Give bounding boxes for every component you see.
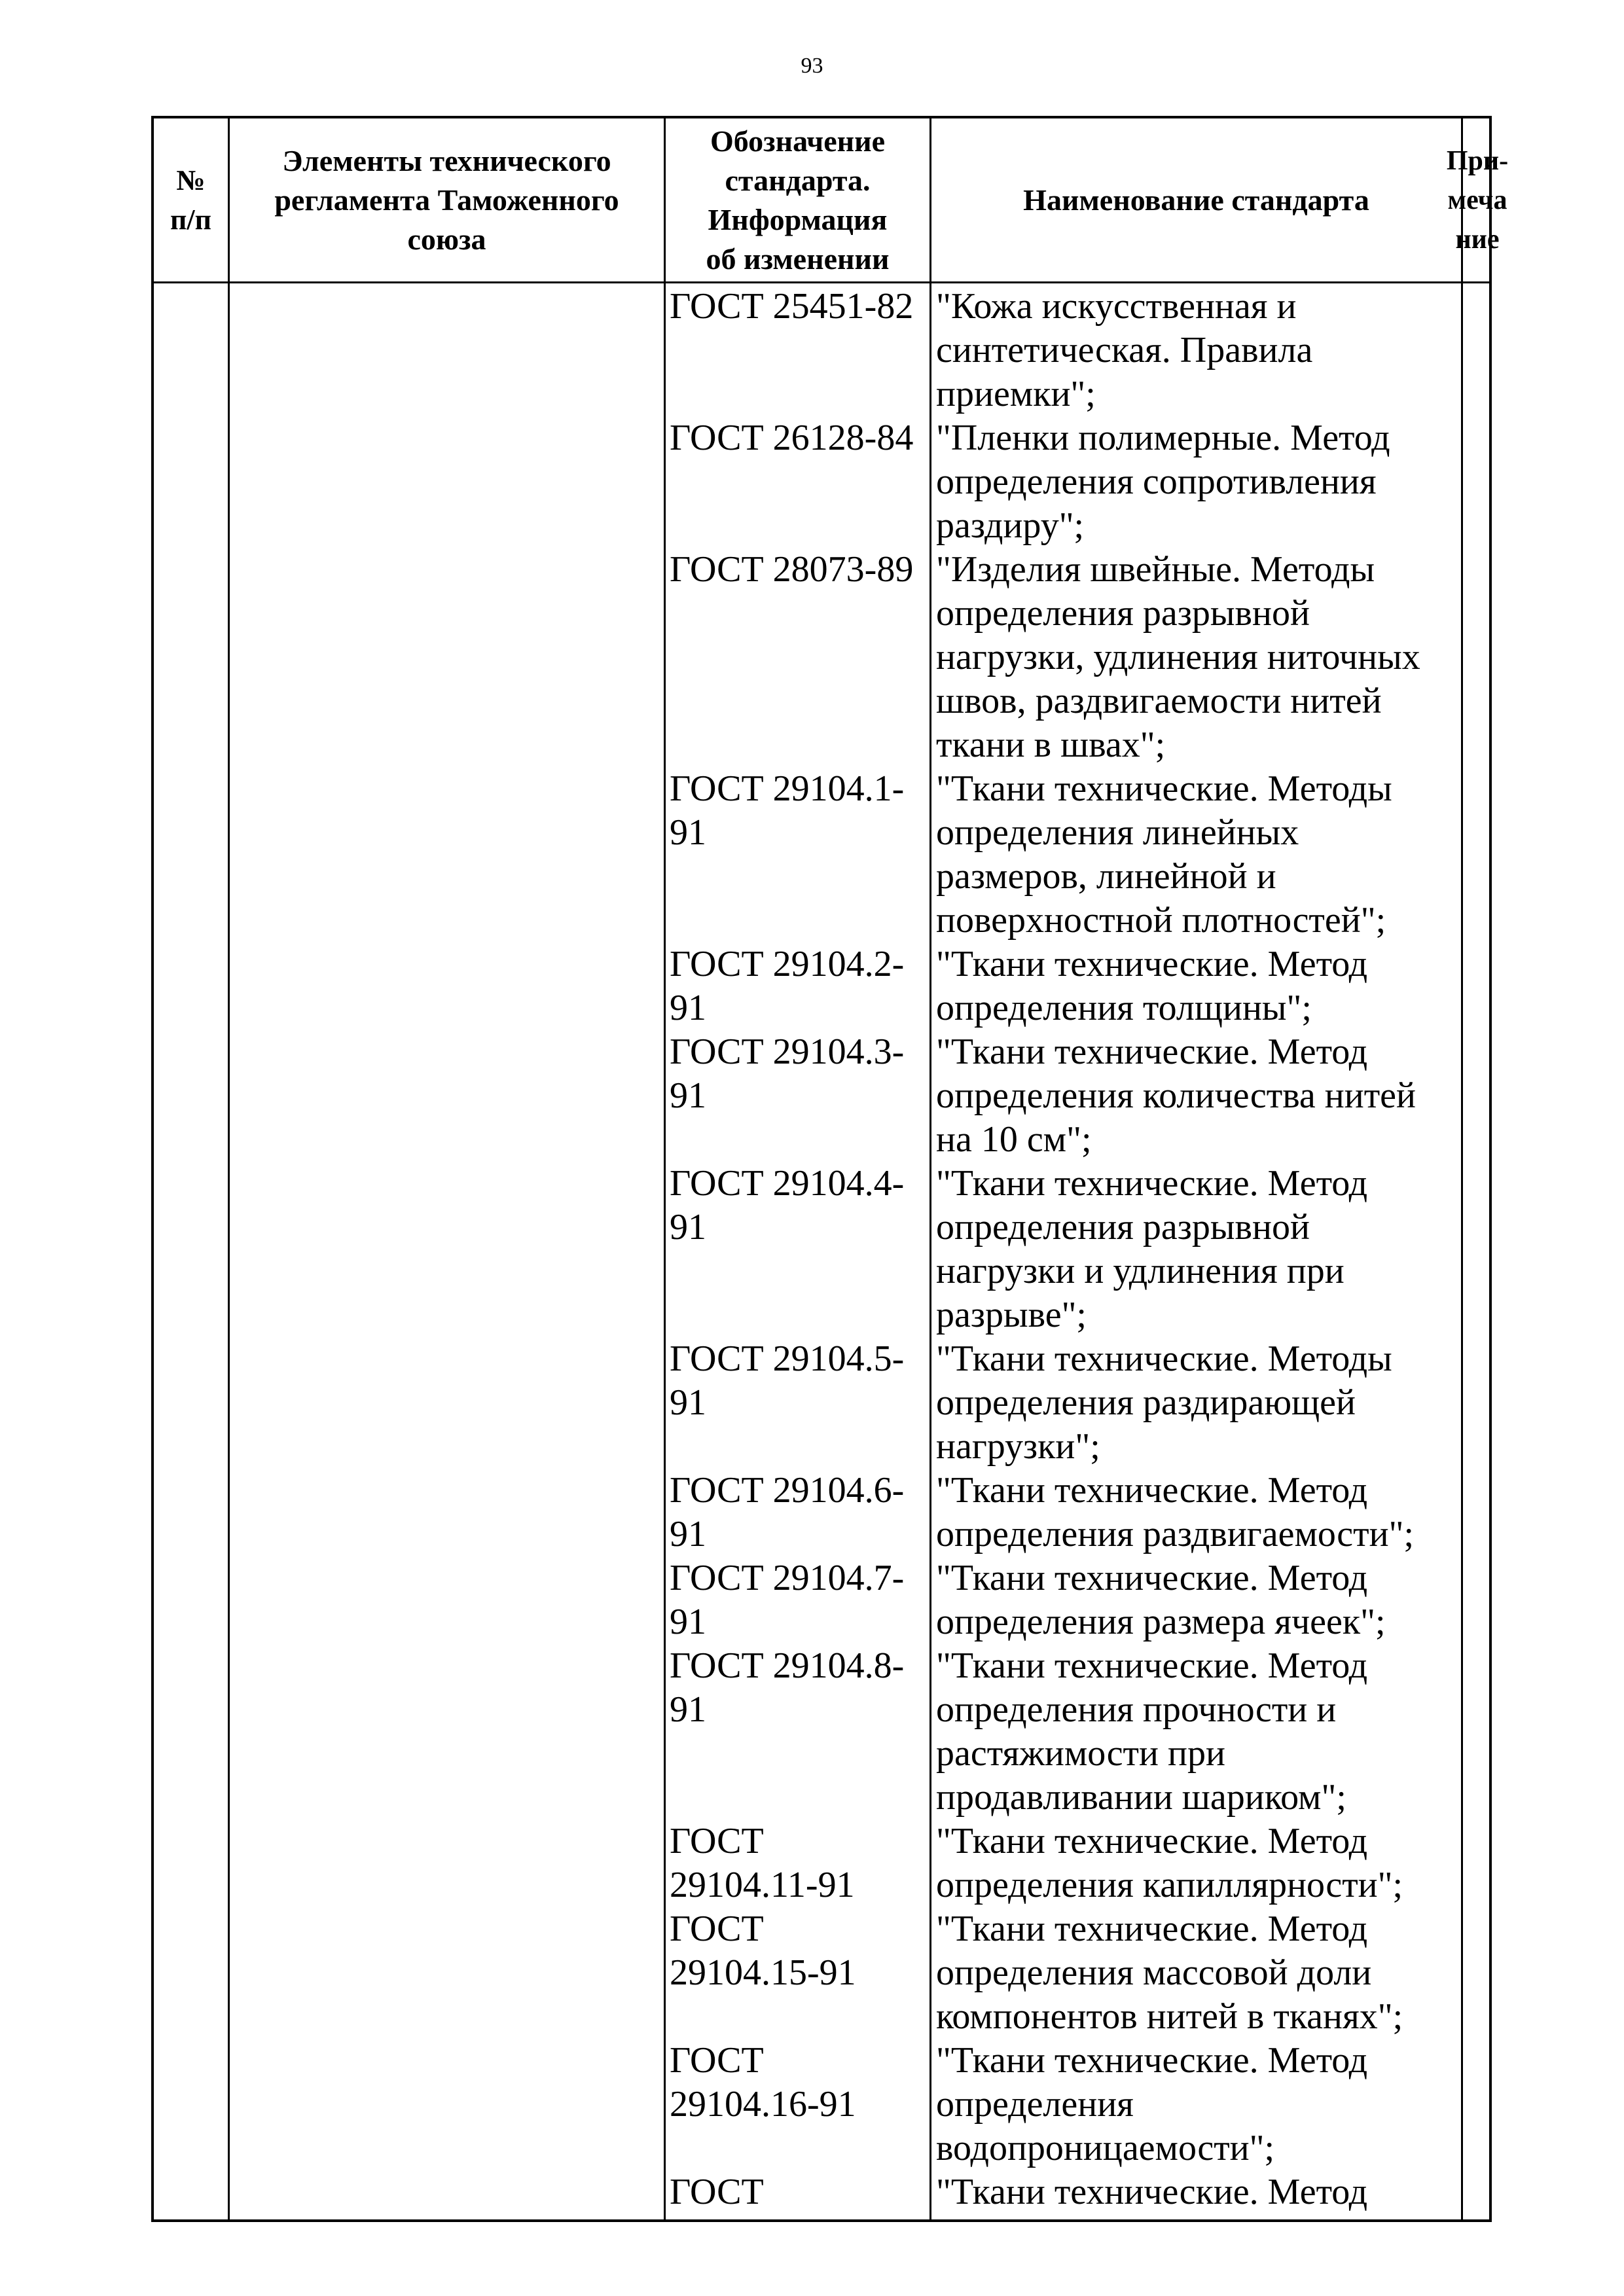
- header-elements-line: союза: [407, 222, 486, 256]
- standard-name: [932, 1469, 1462, 1556]
- standard-name: [932, 548, 1462, 767]
- header-num: [154, 118, 228, 281]
- header-elements-line: регламента Таможенного: [274, 183, 619, 217]
- standard-code-line: ГОСТ 29104.6-: [670, 1470, 905, 1511]
- standard-code: [666, 2170, 928, 2214]
- standard-code-line: 91: [670, 812, 706, 853]
- standard-name-line: "Ткани технические. Метод: [936, 1470, 1368, 1511]
- header-note-line: ние: [1455, 224, 1500, 255]
- standard-code-line: 91: [670, 1207, 706, 1247]
- standard-code: [666, 548, 928, 592]
- standard-code: [666, 1556, 928, 1644]
- standard-name-line: водопроницаемости";: [936, 2128, 1275, 2168]
- standard-code-line: 29104.15-91: [670, 1952, 856, 1993]
- header-note: [1446, 118, 1509, 281]
- standard-code-line: 29104.11-91: [670, 1865, 855, 1905]
- header-designation-line: Обозначение: [710, 124, 886, 158]
- header-name: [931, 118, 1461, 281]
- standard-name-line: определения количества нитей: [936, 1075, 1416, 1116]
- standard-name-line: синтетическая. Правила: [936, 330, 1313, 370]
- standard-name: [932, 942, 1462, 1030]
- standard-name-line: "Ткани технические. Метод: [936, 1909, 1368, 1949]
- standard-code-line: ГОСТ 26128-84: [670, 418, 914, 458]
- standard-code: [666, 942, 928, 1030]
- standard-name-line: "Кожа искусственная и: [936, 286, 1297, 327]
- standard-name-line: определения раздирающей: [936, 1382, 1356, 1423]
- standard-name: [932, 1820, 1462, 1907]
- standard-name-line: "Ткани технические. Методы: [936, 1338, 1392, 1379]
- standard-name: [932, 2039, 1462, 2170]
- standard-code-line: ГОСТ: [670, 1909, 764, 1949]
- standard-code-line: ГОСТ 29104.3-: [670, 1031, 905, 1072]
- standard-name-line: определения линейных: [936, 812, 1299, 853]
- header-note-line: меча: [1447, 185, 1507, 215]
- standard-name-line: приемки";: [936, 374, 1096, 414]
- standard-code: [666, 1030, 928, 1118]
- standard-code: [666, 1907, 928, 1995]
- standard-name-line: швов, раздвигаемости нитей: [936, 681, 1382, 721]
- header-divider: [154, 281, 1489, 283]
- header-num-line: №: [176, 164, 206, 196]
- header-name-line: Наименование стандарта: [1023, 183, 1369, 217]
- standard-name-line: размеров, линейной и: [936, 856, 1276, 897]
- standard-name-line: определения раздвигаемости";: [936, 1514, 1415, 1554]
- standard-name-line: "Ткани технические. Метод: [936, 2040, 1368, 2081]
- standard-name-line: нагрузки и удлинения при: [936, 1251, 1344, 1291]
- standard-code-line: 29104.16-91: [670, 2084, 856, 2125]
- standard-name-line: "Ткани технические. Метод: [936, 1163, 1368, 1204]
- standard-code-line: ГОСТ 29104.2-: [670, 944, 905, 984]
- standard-name-line: "Ткани технические. Метод: [936, 1821, 1368, 1861]
- standard-code-line: 91: [670, 1602, 706, 1642]
- standard-name-line: "Ткани технические. Метод: [936, 1558, 1368, 1598]
- standard-name-line: определения размера ячеек";: [936, 1602, 1386, 1642]
- standard-code: [666, 416, 928, 460]
- standard-code: [666, 1820, 928, 1907]
- standard-name-line: определения толщины";: [936, 988, 1312, 1028]
- standard-code-line: ГОСТ 29104.4-: [670, 1163, 905, 1204]
- standard-name-line: разрыве";: [936, 1295, 1087, 1335]
- header-designation-line: Информация: [708, 202, 888, 236]
- standard-name-line: "Ткани технические. Метод: [936, 944, 1368, 984]
- standard-name-line: определения сопротивления: [936, 461, 1377, 502]
- standard-name-line: определения: [936, 2084, 1134, 2125]
- standard-name: [932, 1644, 1462, 1820]
- standard-name: [932, 1337, 1462, 1469]
- standard-code: [666, 1162, 928, 1249]
- standard-code: [666, 1469, 928, 1556]
- standard-name-line: определения прочности и: [936, 1689, 1337, 1730]
- header-designation-line: об изменении: [706, 242, 890, 276]
- column-divider: [228, 118, 230, 2219]
- header-elements: [230, 118, 664, 281]
- standard-name-line: определения разрывной: [936, 593, 1310, 634]
- standard-code-line: 91: [670, 1075, 706, 1116]
- standard-code-line: ГОСТ 28073-89: [670, 549, 914, 590]
- column-divider: [929, 118, 931, 2219]
- standard-name-line: "Изделия швейные. Методы: [936, 549, 1375, 590]
- standard-name: [932, 416, 1462, 548]
- standard-code-line: ГОСТ 29104.1-: [670, 768, 905, 809]
- header-designation: [666, 118, 929, 281]
- standard-code: [666, 2039, 928, 2126]
- standard-code-line: ГОСТ: [670, 2172, 764, 2212]
- standard-code-line: 91: [670, 988, 706, 1028]
- standard-name: [932, 1162, 1462, 1337]
- standard-code-line: ГОСТ 29104.7-: [670, 1558, 905, 1598]
- standard-name-line: продавливании шариком";: [936, 1777, 1346, 1818]
- standard-code-line: 91: [670, 1514, 706, 1554]
- standard-code-line: 91: [670, 1382, 706, 1423]
- standard-name: [932, 1907, 1462, 2039]
- standard-code-line: ГОСТ 25451-82: [670, 286, 914, 327]
- standard-name-line: ткани в швах";: [936, 725, 1166, 765]
- standard-name-line: растяжимости при: [936, 1733, 1225, 1774]
- standard-name-line: компонентов нитей в тканях";: [936, 1996, 1403, 2037]
- standard-name: [932, 767, 1462, 942]
- standard-code-line: ГОСТ: [670, 1821, 764, 1861]
- standard-name: [932, 1556, 1462, 1644]
- standard-name-line: "Ткани технические. Метод: [936, 1645, 1368, 1686]
- standard-name: [932, 1030, 1462, 1162]
- header-note-line: При-: [1446, 145, 1509, 176]
- header-designation-line: стандарта.: [725, 163, 871, 197]
- standard-code-line: 91: [670, 1689, 706, 1730]
- standard-name-line: раздиру";: [936, 505, 1085, 546]
- standard-code-line: ГОСТ 29104.8-: [670, 1645, 905, 1686]
- standard-name-line: "Ткани технические. Метод: [936, 2172, 1368, 2212]
- standard-name-line: нагрузки";: [936, 1426, 1100, 1467]
- standard-code-line: ГОСТ 29104.5-: [670, 1338, 905, 1379]
- standard-name: [932, 285, 1462, 416]
- standard-name-line: "Ткани технические. Методы: [936, 768, 1392, 809]
- standard-code: [666, 1337, 928, 1425]
- standard-name-line: нагрузки, удлинения ниточных: [936, 637, 1420, 677]
- standard-name-line: определения массовой доли: [936, 1952, 1372, 1993]
- standard-name-line: "Пленки полимерные. Метод: [936, 418, 1390, 458]
- standard-code: [666, 285, 928, 329]
- standard-code: [666, 767, 928, 855]
- standard-name-line: на 10 см";: [936, 1119, 1092, 1160]
- standard-code: [666, 1644, 928, 1732]
- standard-code-line: ГОСТ: [670, 2040, 764, 2081]
- standard-name-line: определения разрывной: [936, 1207, 1310, 1247]
- standard-name-line: "Ткани технические. Метод: [936, 1031, 1368, 1072]
- standard-name: [932, 2170, 1462, 2214]
- header-num-line: п/п: [170, 203, 211, 236]
- standard-name-line: определения капиллярности";: [936, 1865, 1403, 1905]
- page-number: 93: [801, 54, 823, 78]
- standard-name-line: поверхностной плотностей";: [936, 900, 1386, 941]
- header-elements-line: Элементы технического: [282, 143, 611, 177]
